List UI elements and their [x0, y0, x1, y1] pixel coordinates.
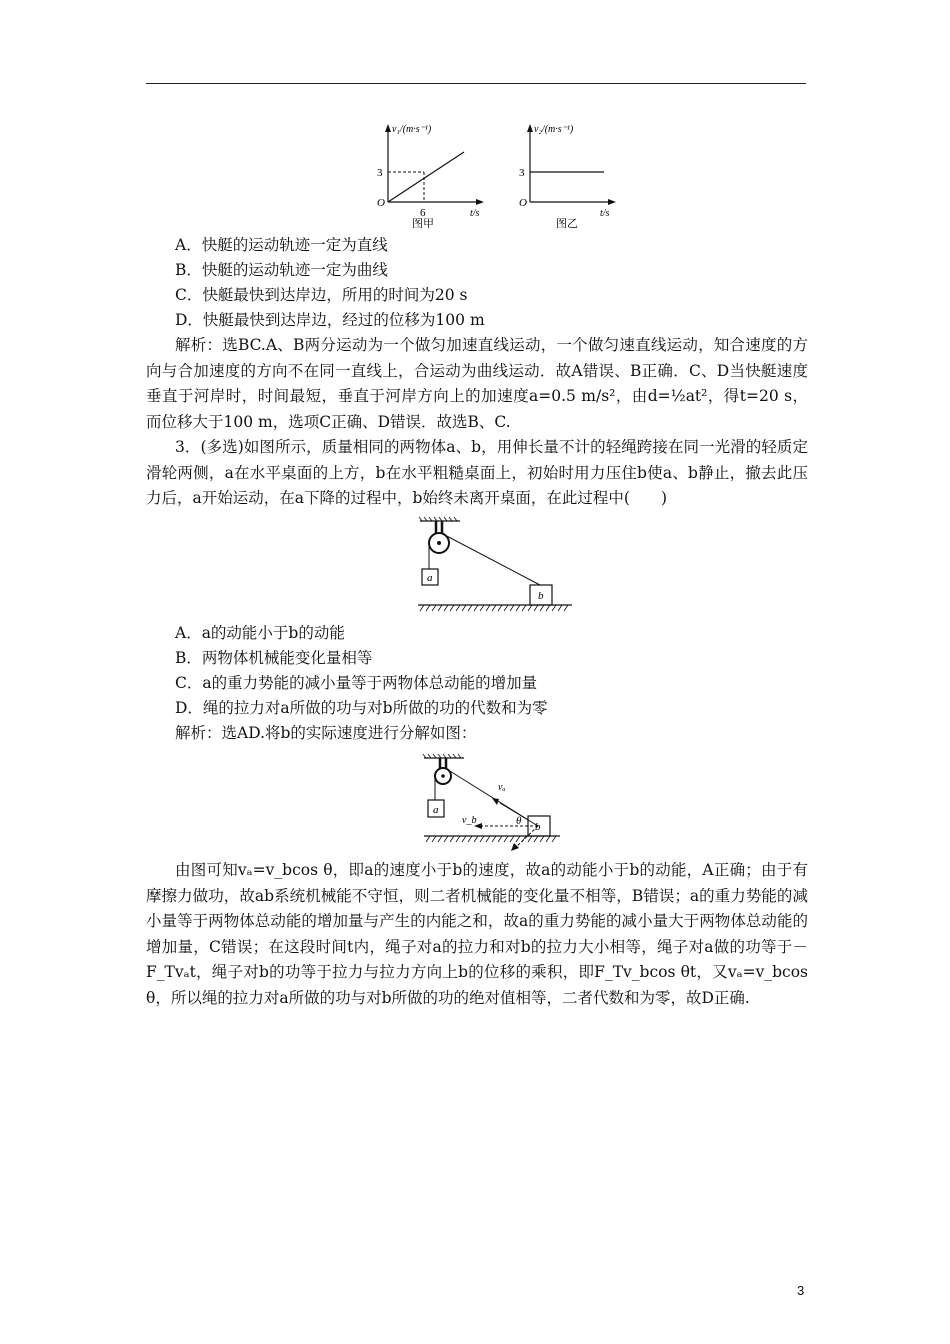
block-a-label: a [427, 572, 433, 584]
graph-jia-xtick: 6 [420, 207, 426, 219]
q2-option-b: B．快艇的运动轨迹一定为曲线 [175, 261, 388, 279]
table-hatch-2 [424, 836, 560, 842]
ceiling-hatch [419, 517, 460, 521]
ceiling-hatch-2 [423, 754, 464, 758]
q3-option-a: A．a的动能小于b的动能 [175, 624, 345, 642]
page-number: 3 [797, 1283, 805, 1298]
graph-yi-ylabel: v₂/(m·s⁻¹) [534, 124, 574, 135]
graph-yi-caption: 图乙 [556, 218, 578, 230]
q3-stem: 3．(多选)如图所示，质量相同的两物体a、b，用伸长量不计的轻绳跨接在同一光滑的轻质定滑轮两侧，a在水平桌面的上方，b在水平粗糙桌面上，初始时用力压住b使a、b静止，撤去此压力后，a开始运动，在a下降的过程中，b始终未离开桌面，在此过程中( ) [146, 438, 808, 507]
graph-yi-origin: O [519, 197, 527, 209]
velocity-time-graphs [360, 120, 620, 230]
q2-option-a: A．快艇的运动轨迹一定为直线 [175, 236, 388, 254]
block-a2-label: a [433, 804, 439, 816]
q3-analysis-body: 由图可知vₐ=v_bcos θ，即a的速度小于b的速度，故a的动能小于b的动能，A正确；由于有摩擦力做功，故ab系统机械能不守恒，则二者机械能的变化量不相等，B错误；a的重力势能的减小量等于两物体总动能的增加量与产生的内能之和，故a的重力势能的减小量大于两物体总动能的增加量，C错误；在这段时间t内，绳子对a的拉力和对b的拉力大小相等，绳子对a做的功等于－F_Tvₐt，绳子对b的功等于拉力与拉力方向上b的位移的乘积，即F_Tv_bcos θt，又vₐ=v_bcos θ，所以绳的拉力对a所做的功与对b所做的功的绝对值相等，二者代数和为零，故D正确. [146, 861, 808, 1007]
q3-option-c: C．a的重力势能的减小量等于两物体总动能的增加量 [175, 674, 538, 692]
q3-analysis-intro: 解析：选AD.将b的实际速度进行分解如图： [175, 724, 477, 742]
graph-yi [519, 124, 616, 230]
theta-label: θ [516, 815, 522, 827]
graph-jia-ylabel: v₁/(m·s⁻¹) [392, 124, 432, 135]
graph-jia-caption: 图甲 [412, 218, 434, 230]
graph-jia [377, 124, 484, 230]
va-label: vₐ [498, 782, 506, 793]
pulley-diagram [410, 515, 580, 615]
q3-option-b: B．两物体机械能变化量相等 [175, 649, 373, 667]
vb-label: v_b [462, 815, 477, 826]
block-b2-label: b [535, 821, 541, 833]
velocity-decomposition-diagram [420, 752, 570, 856]
header-rule [146, 83, 806, 84]
graph-yi-ytick: 3 [519, 167, 525, 179]
q2-option-c: C．快艇最快到达岸边，所用的时间为20 s [175, 286, 468, 304]
q3-option-d: D．绳的拉力对a所做的功与对b所做的功的代数和为零 [175, 699, 548, 717]
q2-analysis: 解析：选BC.A、B两分运动为一个做匀加速直线运动，一个做匀速直线运动，知合速度的方向与合加速度的方向不在同一直线上，合运动为曲线运动．故A错误、B正确．C、D当快艇速度垂直于河岸时，时间最短，垂直于河岸方向上的加速度a=0.5 m/s²，由d=½at²，得t=20 s，而位移大于100 m，选项C正确、D错误．故选B、C. [146, 336, 808, 431]
graph-yi-xlabel: t/s [600, 208, 610, 219]
table-hatch [418, 605, 572, 611]
graph-jia-ytick: 3 [377, 167, 383, 179]
q2-option-d: D．快艇最快到达岸边，经过的位移为100 m [175, 311, 485, 329]
graph-jia-origin: O [377, 197, 385, 209]
graph-jia-xlabel: t/s [470, 208, 480, 219]
block-b-label: b [538, 590, 544, 602]
